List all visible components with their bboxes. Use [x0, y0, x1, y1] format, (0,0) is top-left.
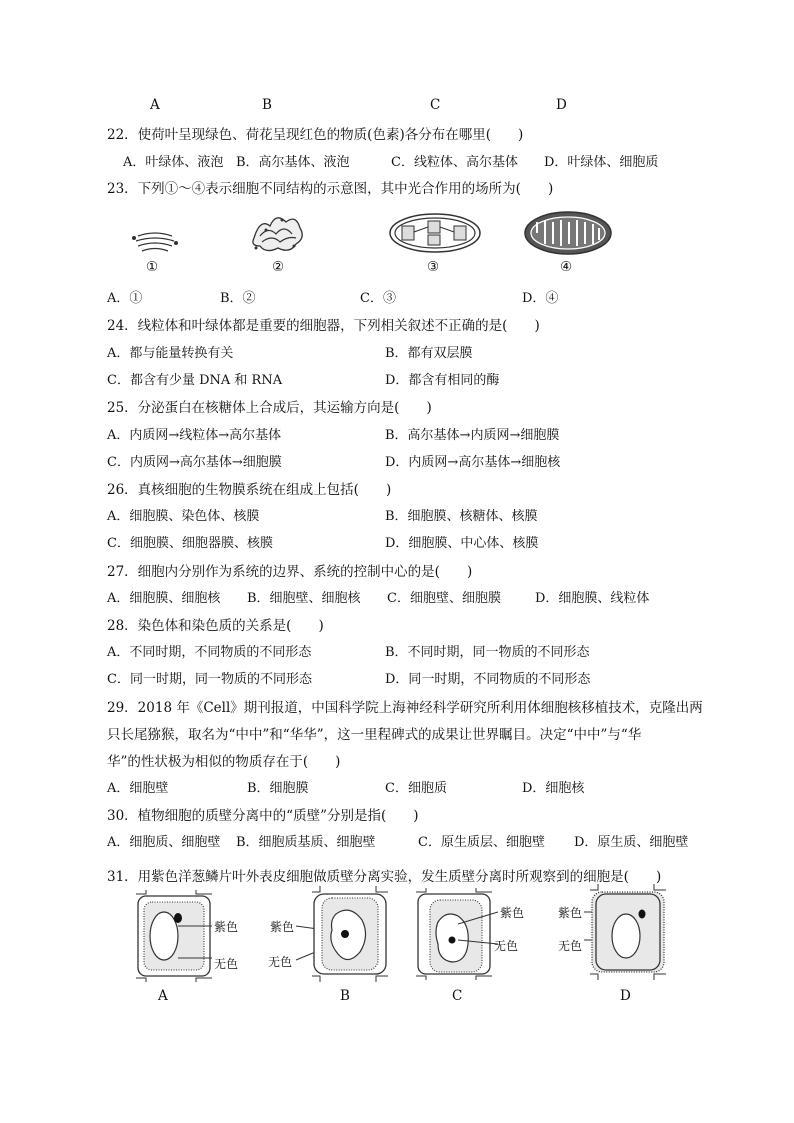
cell-d-purple-label: 紫色: [558, 906, 583, 920]
q23-option-b[interactable]: B．②: [220, 291, 256, 306]
q25-option-a[interactable]: A．内质网→线粒体→高尔基体: [107, 428, 282, 443]
chloroplast-figure: [388, 212, 482, 254]
q27-stem: 27．细胞内分别作为系统的边界、系统的控制中心的是( ): [107, 564, 473, 580]
q25-option-b[interactable]: B．高尔基体→内质网→细胞膜: [385, 428, 560, 443]
q29-stem-line1: 29．2018 年《Cell》期刊报道，中国科学院上海神经科学研究所利用体细胞核移植技术，克隆出两: [107, 700, 703, 716]
q23-stem: 23．下列①～④表示细胞不同结构的示意图，其中光合作用的场所为( ): [107, 181, 554, 197]
q26-option-b[interactable]: B．细胞膜、核糖体、核膜: [385, 509, 538, 524]
q29-option-a[interactable]: A．细胞壁: [107, 781, 169, 796]
q30-option-c[interactable]: C．原生质层、细胞壁: [418, 835, 545, 850]
cell-letter-d: D: [620, 988, 631, 1004]
q22-option-c[interactable]: C．线粒体、高尔基体: [391, 155, 518, 170]
q29-option-c[interactable]: C．细胞质: [385, 781, 447, 796]
q22-option-b[interactable]: B．高尔基体、液泡: [236, 155, 350, 170]
q26-option-c[interactable]: C．细胞膜、细胞器膜、核膜: [107, 536, 273, 551]
q22-stem: 22．使荷叶呈现绿色、荷花呈现红色的物质(色素)各分布在哪里( ): [107, 127, 524, 143]
q29-stem-line2: 只长尾猕猴，取名为“中中”和“华华”，这一里程碑式的成果让世界瞩目。决定“中中”与“华: [107, 727, 642, 743]
q24-option-b[interactable]: B．都有双层膜: [385, 346, 473, 361]
q26-option-d[interactable]: D．细胞膜、中心体、核膜: [385, 536, 539, 551]
q24-option-a[interactable]: A．都与能量转换有关: [107, 346, 234, 361]
q30-option-d[interactable]: D．原生质、细胞壁: [574, 835, 689, 850]
cell-d-colorless-label: 无色: [558, 939, 583, 953]
q27-option-b[interactable]: B．细胞壁、细胞核: [247, 591, 361, 606]
q26-option-a[interactable]: A．细胞膜、染色体、核膜: [107, 509, 260, 524]
q31-stem: 31．用紫色洋葱鳞片叶外表皮细胞做质壁分离实验，发生质壁分离时所观察到的细胞是( ): [107, 869, 662, 885]
q24-option-d[interactable]: D．都含有相同的酶: [385, 373, 500, 388]
q28-option-d[interactable]: D．同一时期，不同物质的不同形态: [385, 672, 591, 687]
q23-option-a[interactable]: A．①: [107, 291, 143, 306]
q25-stem: 25．分泌蛋白在核糖体上合成后，其运输方向是( ): [107, 400, 432, 416]
q22-option-d[interactable]: D．叶绿体、细胞质: [544, 155, 659, 170]
q29-option-d[interactable]: D．细胞核: [522, 781, 585, 796]
q27-option-c[interactable]: C．细胞壁、细胞膜: [387, 591, 501, 606]
q30-option-b[interactable]: B．细胞质基质、细胞壁: [236, 835, 376, 850]
figure-label-1: ①: [146, 259, 159, 275]
q22-option-a[interactable]: A．叶绿体、液泡: [123, 155, 224, 170]
figure-label-4: ④: [560, 259, 573, 275]
q24-option-c[interactable]: C．都含有少量 DNA 和 RNA: [107, 373, 283, 388]
q23-option-d[interactable]: D．④: [522, 291, 559, 306]
cell-b-purple-label: 紫色: [270, 920, 295, 934]
q28-option-a[interactable]: A．不同时期，不同物质的不同形态: [107, 645, 312, 660]
q27-option-d[interactable]: D．细胞膜、线粒体: [535, 591, 650, 606]
q27-option-a[interactable]: A．细胞膜、细胞核: [107, 591, 221, 606]
q28-option-c[interactable]: C．同一时期，同一物质的不同形态: [107, 672, 312, 687]
q30-stem: 30．植物细胞的质壁分离中的“质壁”分别是指( ): [107, 808, 419, 824]
cell-c-purple-label: 紫色: [500, 906, 525, 920]
q26-stem: 26．真核细胞的生物膜系统在组成上包括( ): [107, 482, 392, 498]
golgi-figure: [130, 228, 180, 258]
q24-stem: 24．线粒体和叶绿体都是重要的细胞器，下列相关叙述不正确的是( ): [107, 318, 540, 334]
cell-figure-b: [310, 886, 390, 982]
cell-letter-a: A: [158, 988, 168, 1004]
cell-letter-c: C: [452, 988, 463, 1004]
q23-option-c[interactable]: C．③: [360, 291, 396, 306]
cell-figure-d: [588, 884, 668, 980]
prev-figure-label-a: A: [150, 97, 160, 113]
q25-option-c[interactable]: C．内质网→高尔基体→细胞膜: [107, 455, 282, 470]
prev-figure-label-b: B: [262, 97, 272, 113]
cell-c-colorless-label: 无色: [494, 939, 519, 953]
q30-option-a[interactable]: A．细胞质、细胞壁: [107, 835, 221, 850]
q28-stem: 28．染色体和染色质的关系是( ): [107, 618, 324, 634]
q25-option-d[interactable]: D．内质网→高尔基体→细胞核: [385, 455, 561, 470]
cell-a-purple-label: 紫色: [214, 920, 239, 934]
prev-figure-label-d: D: [556, 97, 567, 113]
cell-a-leader-lines: [178, 920, 214, 960]
figure-label-3: ③: [427, 259, 440, 275]
q29-stem-line3: 华”的性状极为相似的物质存在于( ): [107, 754, 341, 770]
mitochondrion-figure: [523, 210, 613, 256]
cell-letter-b: B: [340, 988, 350, 1004]
er-figure: [246, 208, 308, 256]
prev-figure-label-c: C: [430, 97, 441, 113]
q29-option-b[interactable]: B．细胞膜: [247, 781, 309, 796]
figure-label-2: ②: [272, 259, 285, 275]
q28-option-b[interactable]: B．不同时期，同一物质的不同形态: [385, 645, 590, 660]
cell-b-colorless-label: 无色: [268, 955, 293, 969]
cell-a-colorless-label: 无色: [214, 957, 239, 971]
